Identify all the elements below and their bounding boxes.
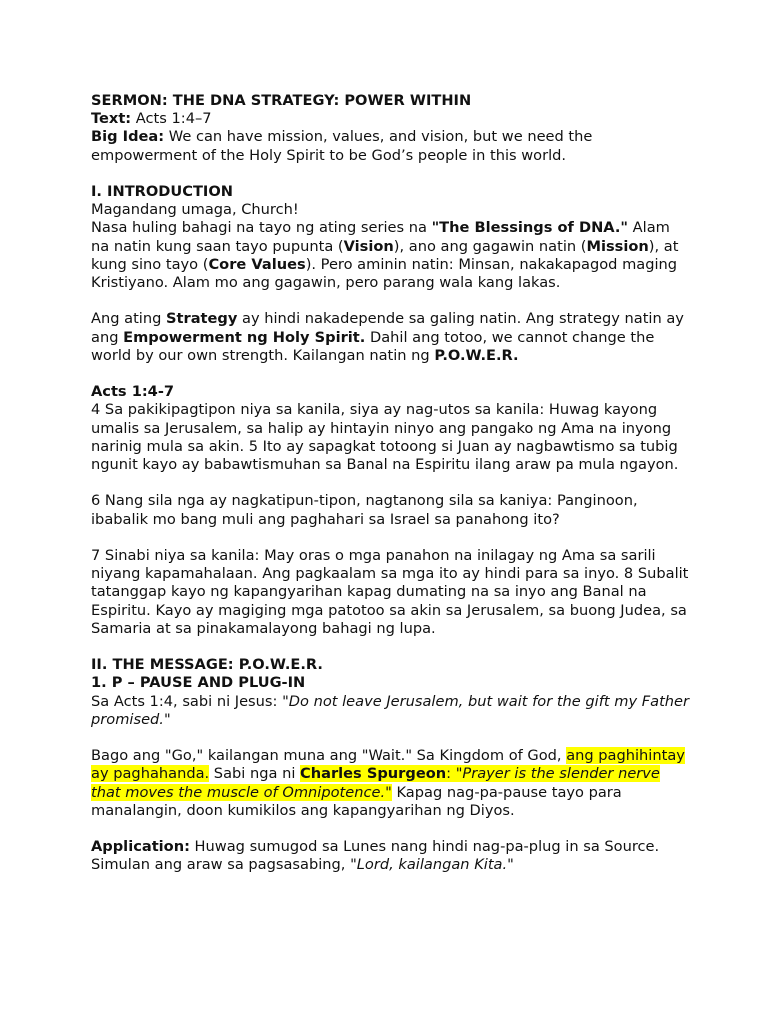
spacer (91, 474, 691, 492)
spacer (91, 729, 691, 747)
spacer (91, 292, 691, 310)
spacer (91, 365, 691, 383)
sermon-title: SERMON: THE DNA STRATEGY: POWER WITHIN (91, 92, 472, 109)
highlighted-quote: Prayer is the slender nerve that moves the muscle of Omnipotence. (91, 765, 660, 801)
text-reference: Text: Acts 1:4–7 (91, 110, 212, 128)
document-page (91, 92, 691, 875)
intro-greeting: Magandang umaga, Church! (91, 201, 299, 219)
big-idea: Big Idea: We can have mission, values, and vision, but we need the empowerment of the Holy Spirit to be God’s people in this world. (91, 128, 593, 164)
highlighted-name: Charles Spurgeon (300, 765, 447, 783)
intro-paragraph-2: Ang ating Strategy ay hindi nakadepende sa galing natin. Ang strategy natin ay ang Empowerment ng Holy Spirit. Dahil ang totoo, we cannot change the world by our own strength. Kailangan natin ng P.O.W.E.R. (91, 310, 684, 364)
point-1-heading: 1. P – PAUSE AND PLUG-IN (91, 674, 306, 692)
intro-paragraph-1: Nasa huling bahagi na tayo ng ating series na "The Blessings of DNA." Alam na natin kung saan tayo pupunta (Vision), ano ang gagawin natin (Mission), at kung sino tayo (Core Values). Pero aminin natin: Minsan, nakakapagod maging Kristiyano. Alam mo ang gagawin, pero parang wala kang lakas. (91, 219, 679, 292)
intro-heading: I. INTRODUCTION (91, 183, 233, 200)
scripture-verses-7-8: 7 Sinabi niya sa kanila: May oras o mga panahon na inilagay ng Ama sa sarili niyang kapamahalaan. Ang pagkaalam sa mga ito ay hindi para sa inyo. 8 Subalit tatanggap kayo ng kapangyarihan kapag dumating na sa inyo ang Banal na Espiritu. Kayo ay magiging mga patotoo sa akin sa Jerusalem, sa buong Judea, sa Samaria at sa pinakamalayong bahagi ng lupa. (91, 547, 689, 637)
application-paragraph: Application: Huwag sumugod sa Lunes nang hindi nag-pa-plug in sa Source. Simulan ang araw sa pagsasabing, "Lord, kailangan Kita." (91, 838, 660, 874)
highlighted-text: ang paghihintay ay paghahanda. (91, 747, 685, 783)
scripture-heading: Acts 1:4-7 (91, 383, 175, 401)
spacer (91, 529, 691, 547)
message-paragraph: Bago ang "Go," kailangan muna ang "Wait." Sa Kingdom of God, ang paghihintay ay paghahanda. Sabi nga ni Charles Spurgeon: "Prayer is the slender nerve that moves the muscle of Omnipotence." Kapag nag-pa-pause tayo para manalangin, doon kumikilos ang kapangyarihan ng Diyos. (91, 747, 685, 819)
spacer (91, 820, 691, 838)
scripture-verses-4-5: 4 Sa pakikipagtipon niya sa kanila, siya ay nag-utos sa kanila: Huwag kayong umalis sa Jerusalem, sa halip ay hintayin ninyo ang pangako ng Ama na inyong narinig mula sa akin. 5 Ito ay sapagkat totoong si Juan ay nagbawtismo sa tubig ngunit kayo ay babawtismuhan sa Banal na Espiritu ilang araw pa mula ngayon. (91, 401, 679, 474)
spacer (91, 638, 691, 656)
spacer (91, 165, 691, 183)
scripture-verse-6: 6 Nang sila nga ay nagkatipun-tipon, nagtanong sila sa kaniya: Panginoon, ibabalik mo bang muli ang paghahari sa Israel sa panahong ito? (91, 492, 638, 528)
acts-quote: Sa Acts 1:4, sabi ni Jesus: "Do not leave Jerusalem, but wait for the gift my Father promised." (91, 692, 690, 728)
message-heading: II. THE MESSAGE: P.O.W.E.R. (91, 656, 323, 674)
